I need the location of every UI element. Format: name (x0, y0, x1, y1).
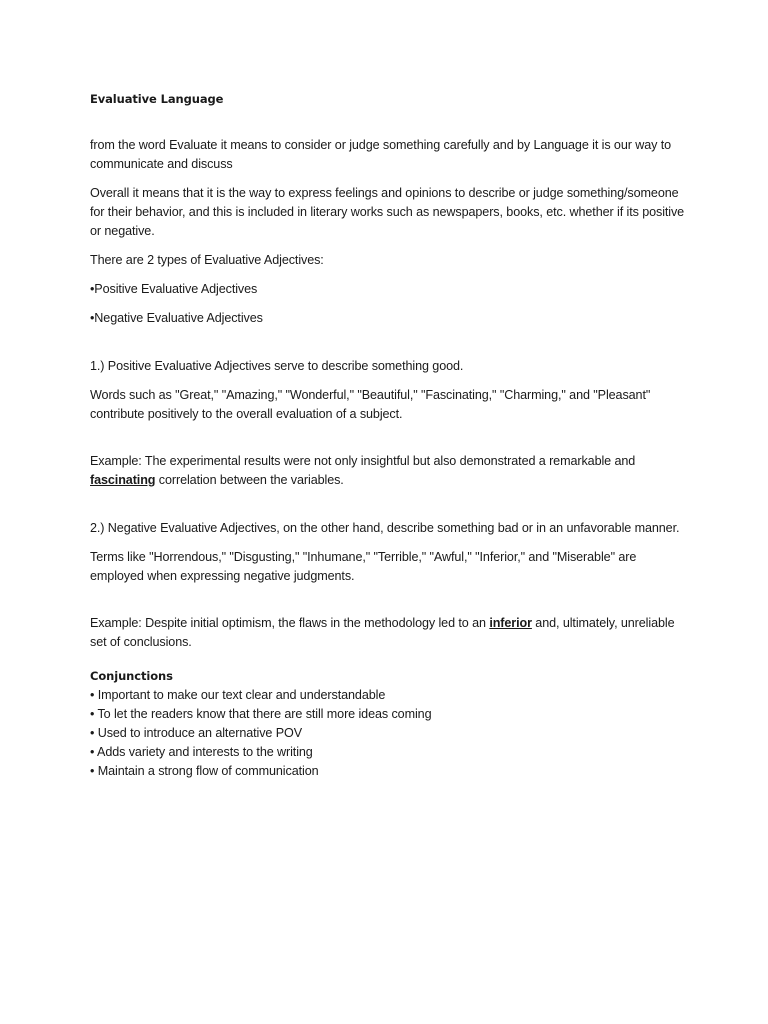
example-negative-text-start: Example: Despite initial optimism, the flaws in the methodology led to an (90, 616, 490, 630)
example-positive-emphasis: fascinating (90, 473, 156, 487)
example-positive (90, 452, 690, 490)
negative-adjectives-words: Terms like "Horrendous," "Disgusting," "Inhumane," "Terrible," "Awful," "Inferior," and "Miserable" are employed when expressing negative judgments. (90, 550, 637, 583)
conjunction-item: • To let the readers know that there are still more ideas coming (90, 707, 432, 721)
positive-adjectives-heading: 1.) Positive Evaluative Adjectives serve to describe something good. (90, 359, 464, 373)
conjunction-item: • Maintain a strong flow of communication (90, 764, 319, 778)
bullet-positive-adjectives: •Positive Evaluative Adjectives (90, 282, 258, 296)
example-negative (90, 614, 690, 652)
negative-adjectives-heading: 2.) Negative Evaluative Adjectives, on the other hand, describe something bad or in an unfavorable manner. (90, 521, 680, 535)
bullet-negative-adjectives: •Negative Evaluative Adjectives (90, 311, 263, 325)
paragraph-types: There are 2 types of Evaluative Adjectives: (90, 253, 324, 267)
example-positive-text-end: correlation between the variables. (155, 473, 344, 487)
document-body (90, 90, 690, 781)
example-negative-emphasis: inferior (489, 616, 532, 630)
positive-adjectives-words: Words such as "Great," "Amazing," "Wonderful," "Beautiful," "Fascinating," "Charming," and "Pleasant" contribute positively to the overall evaluation of a subject. (90, 388, 651, 421)
example-positive-text-start: Example: The experimental results were not only insightful but also demonstrated a remarkable and (90, 454, 636, 468)
conjunction-item: • Adds variety and interests to the writing (90, 745, 313, 759)
conjunction-item: • Important to make our text clear and understandable (90, 688, 386, 702)
conjunction-item: • Used to introduce an alternative POV (90, 726, 303, 740)
example-negative-text-end: and, ultimately, unreliable set of conclusions. (90, 616, 675, 649)
paragraph-overall: Overall it means that it is the way to express feelings and opinions to describe or judge something/someone for their behavior, and this is included in literary works such as newspapers, books, etc. whether if its positive or negative. (90, 186, 685, 238)
heading-conjunctions: Conjunctions (90, 669, 173, 683)
paragraph-definition: from the word Evaluate it means to consider or judge something carefully and by Language it is our way to communicate and discuss (90, 138, 672, 171)
heading-evaluative-language: Evaluative Language (90, 92, 224, 106)
